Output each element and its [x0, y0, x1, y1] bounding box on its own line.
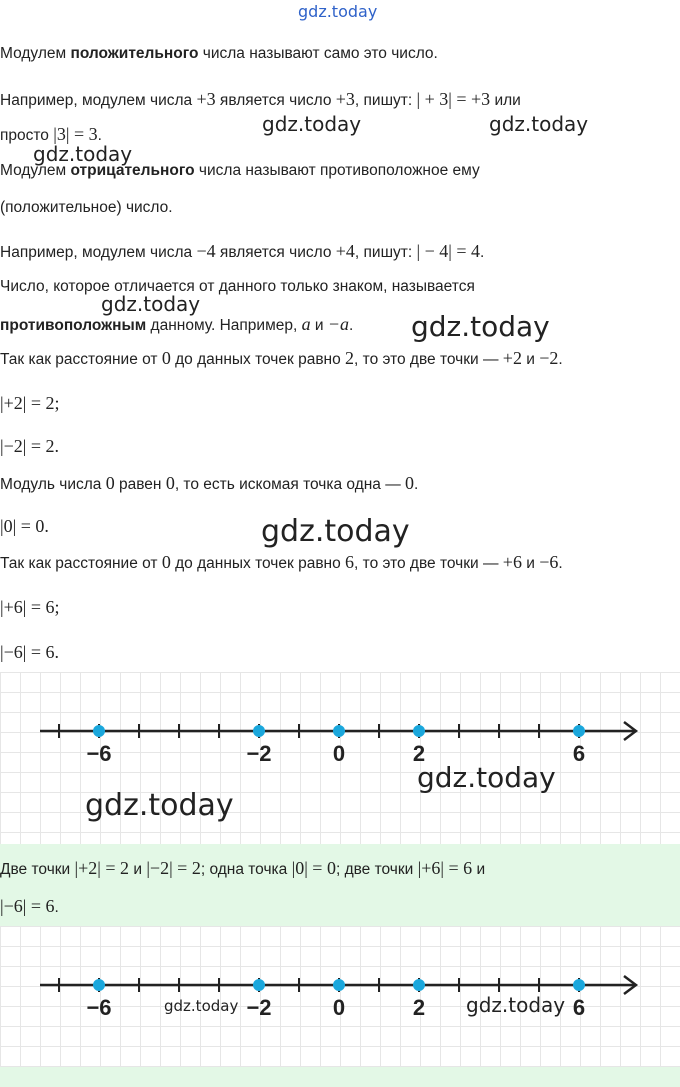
watermark: gdz.today [417, 761, 556, 794]
watermark: gdz.today [261, 514, 410, 549]
number-line-panel-2 [0, 926, 680, 1067]
solution-step-2: Модуль числа 0 равен 0, то есть искомая точка одна — 0. [0, 473, 419, 493]
watermark: gdz.today [262, 112, 362, 136]
point-label: 2 [412, 995, 426, 1020]
watermark: gdz.today [85, 788, 234, 823]
number-line-2 [0, 926, 680, 1067]
number-line-panel-1 [0, 672, 680, 844]
point-label: 2 [412, 741, 426, 766]
point-label: −2 [246, 741, 272, 766]
theory-negative: Модулем отрицательного числа называют противоположное ему [0, 162, 480, 179]
point-label: −6 [86, 741, 112, 766]
point-label: −6 [86, 995, 112, 1020]
point-marker [413, 725, 425, 737]
answer-line-1: Две точки |+2| = 2 и |−2| = 2; одна точка |0| = 0; две точки |+6| = 6 и [0, 858, 486, 878]
formula-plus-6: |+6| = 6; [0, 597, 60, 617]
theory-opposite: Число, которое отличается от данного только знаком, называется [0, 278, 475, 295]
theory-negative-cont: (положительное) число. [0, 199, 173, 216]
point-marker [333, 979, 345, 991]
point-marker [413, 979, 425, 991]
point-label: 6 [572, 995, 586, 1020]
point-marker [333, 725, 345, 737]
point-marker [93, 725, 105, 737]
watermark: gdz.today [33, 142, 133, 166]
watermark: gdz.today [101, 292, 201, 316]
point-label: −2 [246, 995, 272, 1020]
watermark: gdz.today [489, 112, 589, 136]
answer-line-2: |−6| = 6. [0, 896, 59, 916]
watermark: gdz.today [411, 310, 550, 343]
theory-example-1: Например, модулем числа +3 является число +3, пишут: | + 3| = +3 или [0, 89, 521, 109]
point-marker [253, 725, 265, 737]
bottom-strip [0, 1067, 680, 1087]
theory-example-1-cont: просто |3| = 3. [0, 124, 102, 144]
theory-opposite-cont: противоположным данному. Например, a и −a. [0, 314, 354, 334]
answer-box [0, 844, 680, 926]
solution-step-3: Так как расстояние от 0 до данных точек равно 6, то это две точки — +6 и −6. [0, 552, 563, 572]
solution-step-1: Так как расстояние от 0 до данных точек равно 2, то это две точки — +2 и −2. [0, 348, 563, 368]
formula-plus-2: |+2| = 2; [0, 393, 60, 413]
formula-minus-6: |−6| = 6. [0, 642, 60, 662]
point-marker [93, 979, 105, 991]
number-line-1 [0, 672, 680, 844]
header-watermark: gdz.today [298, 2, 378, 21]
theory-positive: Модулем положительного числа называют само это число. [0, 45, 438, 62]
point-label: 6 [572, 741, 586, 766]
formula-minus-2: |−2| = 2. [0, 436, 60, 456]
watermark: gdz.today [164, 997, 239, 1015]
point-label: 0 [332, 995, 346, 1020]
formula-zero: |0| = 0. [0, 516, 49, 536]
point-label: 0 [332, 741, 346, 766]
point-marker [253, 979, 265, 991]
point-marker [573, 725, 585, 737]
watermark: gdz.today [466, 993, 566, 1017]
point-marker [573, 979, 585, 991]
theory-example-2: Например, модулем числа −4 является число +4, пишут: | − 4| = 4. [0, 241, 485, 261]
